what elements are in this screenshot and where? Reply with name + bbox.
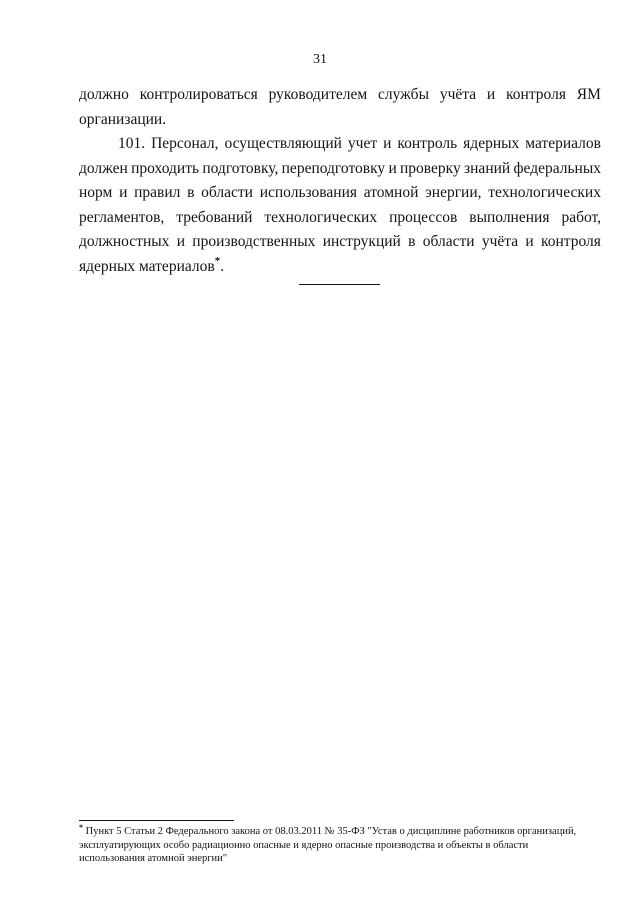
- footnote-text: Пункт 5 Статьи 2 Федерального закона от 08.03.2011 № 35-ФЗ "Устав о дисциплине работников организаций,: [85, 826, 577, 837]
- last-line-text: ядерных материалов: [79, 257, 215, 275]
- word: атомной: [363, 184, 419, 201]
- word: проверку: [400, 159, 461, 177]
- word: и: [176, 233, 185, 250]
- page-number: 31: [313, 52, 327, 67]
- word: переподготовку: [281, 159, 386, 177]
- word: и: [388, 159, 397, 177]
- word: учёта: [439, 86, 477, 103]
- word: знаний: [464, 159, 511, 177]
- text-line: [79, 83, 601, 108]
- word: и: [486, 86, 496, 103]
- word: контроля: [506, 86, 566, 103]
- word: регламентов,: [79, 208, 165, 226]
- footnote-line: эксплуатирующих особо радиационно опасные и ядерно опасные производства и объекты в области: [79, 839, 529, 851]
- word: выполнения: [469, 208, 550, 226]
- word: и: [525, 233, 534, 250]
- footnote-reference-mark: *: [214, 254, 221, 267]
- footnote: [79, 825, 607, 866]
- text-line: [79, 181, 601, 206]
- word: и: [383, 135, 392, 152]
- word: технологических: [488, 184, 601, 201]
- word: ядерных: [463, 135, 520, 152]
- word: подготовку,: [202, 159, 279, 177]
- word: контроля: [541, 233, 601, 250]
- end-punctuation: .: [220, 257, 225, 275]
- word: руководителем: [268, 86, 368, 103]
- word: службы: [378, 86, 429, 103]
- word: учёта: [481, 233, 519, 250]
- section-divider: [299, 284, 380, 285]
- footnote-separator: [79, 820, 234, 821]
- word: должностных: [79, 233, 170, 250]
- word: в: [408, 233, 416, 250]
- word: инструкций: [322, 233, 401, 250]
- word: работ,: [561, 208, 601, 226]
- word: области: [201, 184, 253, 201]
- footnote-line: [79, 825, 607, 839]
- text-line: [79, 157, 601, 182]
- word: 101.: [118, 135, 146, 152]
- word: проходить: [131, 159, 200, 177]
- word: процессов: [389, 208, 458, 226]
- word: производственных: [192, 233, 316, 250]
- text-line: [79, 230, 601, 255]
- word: норм: [79, 184, 113, 201]
- paragraph-101: [79, 132, 601, 279]
- word: должно: [79, 86, 129, 103]
- word: контролироваться: [139, 86, 258, 103]
- word: энергии,: [425, 184, 482, 201]
- word: Персонал,: [151, 135, 219, 152]
- text-line: организации.: [79, 110, 167, 128]
- word: федеральных: [513, 159, 601, 177]
- word: правил: [134, 184, 181, 201]
- word: требований: [176, 208, 253, 226]
- word: использования: [259, 184, 358, 201]
- word: учет: [347, 135, 378, 152]
- word: материалов: [525, 135, 601, 152]
- text-line: [79, 132, 601, 157]
- paragraph-continued: [79, 83, 601, 132]
- word: области: [422, 233, 475, 250]
- word: осуществляющий: [224, 135, 342, 152]
- text-line-last: [79, 255, 601, 280]
- word: ЯМ: [576, 86, 601, 103]
- word: и: [119, 184, 128, 201]
- footnote-mark: *: [79, 823, 83, 832]
- text-line: [79, 206, 601, 231]
- word: в: [187, 184, 195, 201]
- word: должен: [79, 159, 128, 177]
- word: технологических: [264, 208, 378, 226]
- word: контроль: [397, 135, 458, 152]
- footnote-line: использования атомной энергии": [79, 853, 228, 864]
